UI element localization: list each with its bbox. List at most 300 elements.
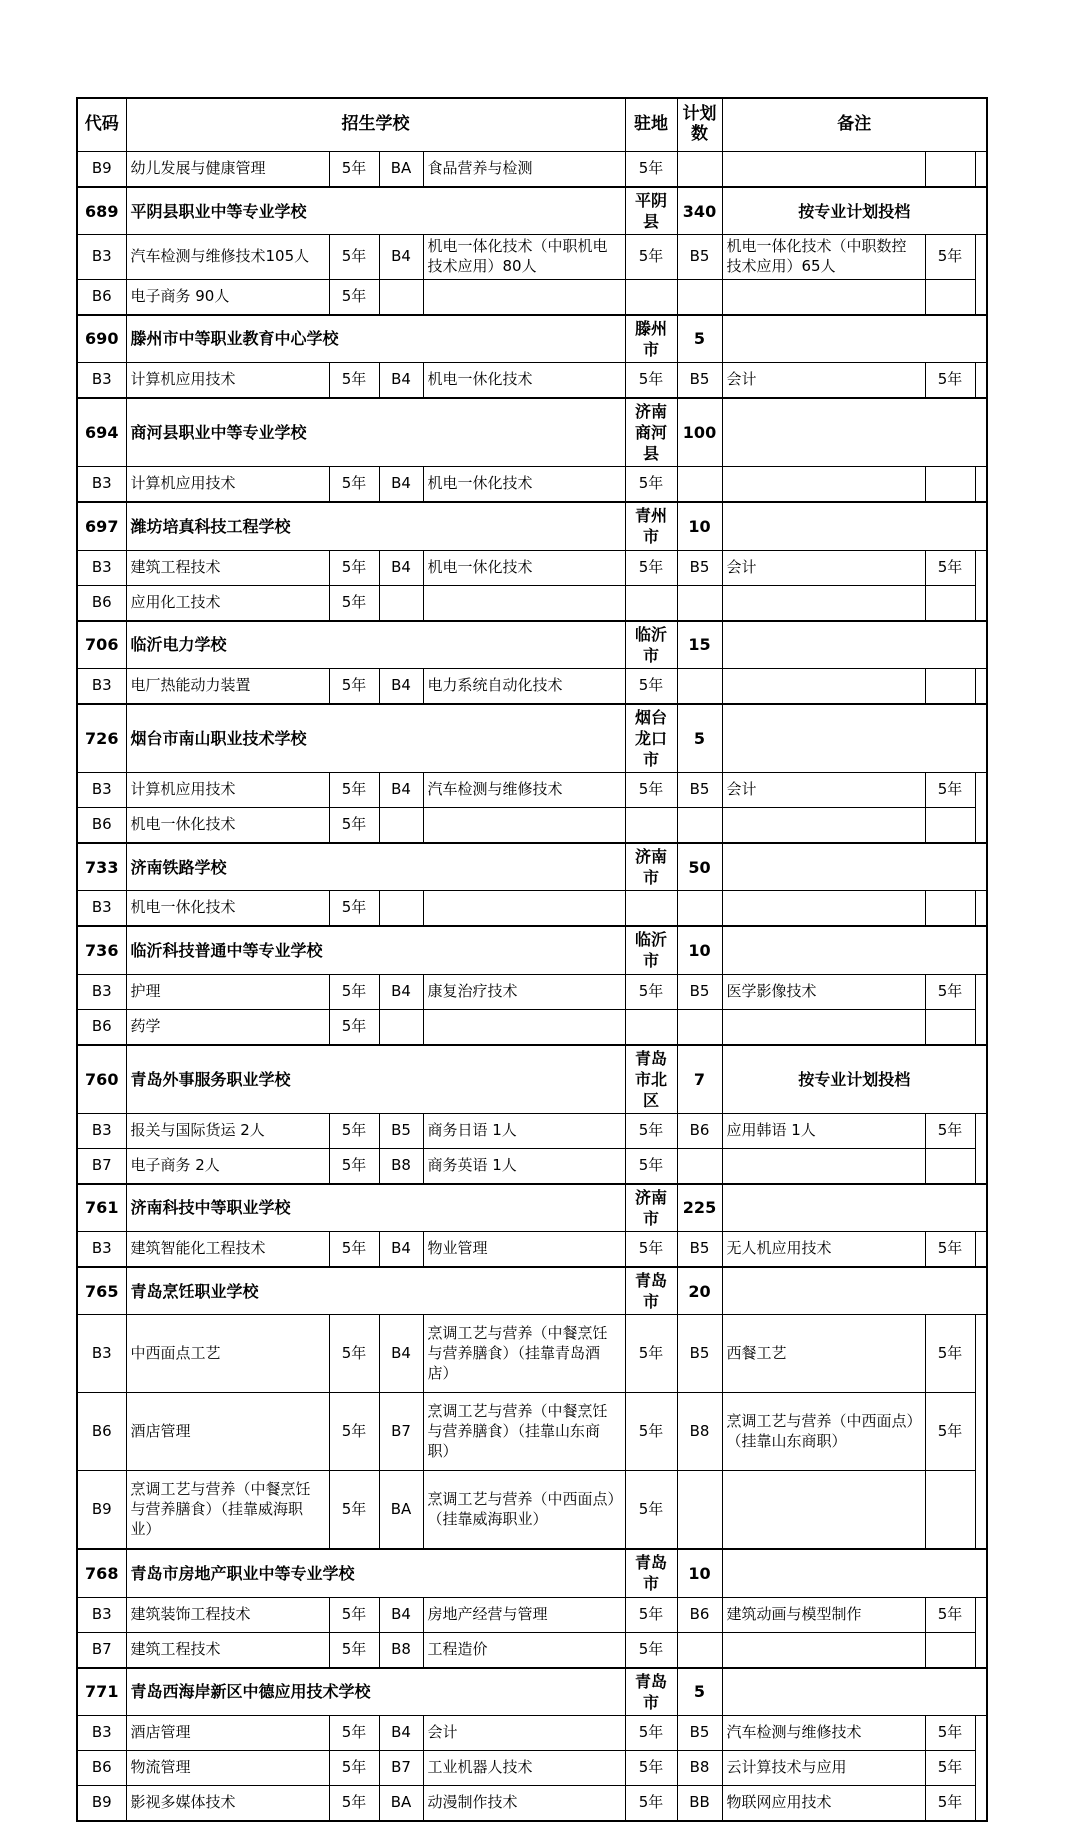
major-code-3 bbox=[677, 808, 722, 844]
major-name-1: 建筑工程技术 bbox=[126, 1632, 329, 1668]
school-location: 临沂市 bbox=[625, 926, 677, 974]
major-years-3: 5年 bbox=[925, 974, 975, 1009]
major-row bbox=[77, 1148, 987, 1184]
major-row bbox=[77, 363, 987, 399]
major-row bbox=[77, 152, 987, 188]
major-name-2: 电力系统自动化技术 bbox=[423, 668, 625, 704]
major-name-1: 建筑装饰工程技术 bbox=[126, 1597, 329, 1632]
major-years-2: 5年 bbox=[625, 1597, 677, 1632]
major-years-2: 5年 bbox=[625, 773, 677, 808]
major-name-2: 工程造价 bbox=[423, 1632, 625, 1668]
major-code-3: B5 bbox=[677, 974, 722, 1009]
major-name-2: 康复治疗技术 bbox=[423, 974, 625, 1009]
major-name-1: 机电一休化技术 bbox=[126, 891, 329, 927]
admission-plan-sheet bbox=[76, 97, 988, 1822]
school-plan-count: 5 bbox=[677, 704, 722, 773]
major-years-2: 5年 bbox=[625, 1315, 677, 1393]
major-code-3: B5 bbox=[677, 773, 722, 808]
major-years-1: 5年 bbox=[329, 773, 379, 808]
major-name-3: 物联网应用技术 bbox=[722, 1785, 925, 1821]
major-name-1: 电子商务 2人 bbox=[126, 1148, 329, 1184]
major-years-3: 5年 bbox=[925, 1597, 975, 1632]
major-name-3 bbox=[722, 1471, 925, 1550]
major-code-2: B4 bbox=[379, 1597, 423, 1632]
school-row bbox=[77, 1267, 987, 1315]
major-code-2: B8 bbox=[379, 1148, 423, 1184]
school-location: 平阴县 bbox=[625, 187, 677, 235]
major-group-code: B6 bbox=[77, 1009, 126, 1045]
major-row bbox=[77, 773, 987, 808]
major-code-3 bbox=[677, 279, 722, 315]
major-years-2 bbox=[625, 808, 677, 844]
school-code: 694 bbox=[77, 398, 126, 467]
major-row bbox=[77, 1597, 987, 1632]
school-plan-count: 15 bbox=[677, 621, 722, 669]
major-name-1: 影视多媒体技术 bbox=[126, 1785, 329, 1821]
major-name-1: 汽车检测与维修技术105人 bbox=[126, 235, 329, 280]
major-name-2 bbox=[423, 585, 625, 621]
major-code-3: B5 bbox=[677, 363, 722, 399]
school-remark bbox=[722, 621, 987, 669]
school-plan-count: 50 bbox=[677, 843, 722, 891]
major-years-1: 5年 bbox=[329, 363, 379, 399]
school-location: 济南市 bbox=[625, 843, 677, 891]
header-code: 代码 bbox=[77, 98, 126, 152]
major-name-1: 电子商务 90人 bbox=[126, 279, 329, 315]
major-years-2: 5年 bbox=[625, 1393, 677, 1471]
major-years-2 bbox=[625, 279, 677, 315]
school-location: 济南市 bbox=[625, 1184, 677, 1232]
major-years-2: 5年 bbox=[625, 363, 677, 399]
school-code: 706 bbox=[77, 621, 126, 669]
major-years-1: 5年 bbox=[329, 974, 379, 1009]
major-years-2 bbox=[625, 891, 677, 927]
major-code-2: B5 bbox=[379, 1113, 423, 1148]
major-name-2: 烹调工艺与营养（中餐烹饪与营养膳食）（挂靠山东商职） bbox=[423, 1393, 625, 1471]
school-name: 滕州市中等职业教育中心学校 bbox=[126, 315, 625, 363]
major-group-code: B9 bbox=[77, 152, 126, 188]
major-group-code: B3 bbox=[77, 467, 126, 503]
major-group-code: B7 bbox=[77, 1148, 126, 1184]
major-group-code: B6 bbox=[77, 279, 126, 315]
major-name-1: 报关与国际货运 2人 bbox=[126, 1113, 329, 1148]
major-name-3: 西餐工艺 bbox=[722, 1315, 925, 1393]
major-years-1: 5年 bbox=[329, 668, 379, 704]
major-code-2: B4 bbox=[379, 1315, 423, 1393]
major-code-3 bbox=[677, 891, 722, 927]
major-name-1: 酒店管理 bbox=[126, 1393, 329, 1471]
school-name: 烟台市南山职业技术学校 bbox=[126, 704, 625, 773]
major-name-3: 云计算技术与应用 bbox=[722, 1750, 925, 1785]
major-years-2: 5年 bbox=[625, 1148, 677, 1184]
major-code-2 bbox=[379, 585, 423, 621]
major-group-code: B6 bbox=[77, 1393, 126, 1471]
major-code-3: B5 bbox=[677, 1315, 722, 1393]
school-name: 济南铁路学校 bbox=[126, 843, 625, 891]
major-name-3: 无人机应用技术 bbox=[722, 1232, 925, 1268]
major-name-1: 机电一休化技术 bbox=[126, 808, 329, 844]
major-code-3: B5 bbox=[677, 550, 722, 585]
major-years-1: 5年 bbox=[329, 235, 379, 280]
school-remark bbox=[722, 398, 987, 467]
school-location: 青岛市北区 bbox=[625, 1045, 677, 1114]
school-location: 临沂市 bbox=[625, 621, 677, 669]
major-years-1: 5年 bbox=[329, 1315, 379, 1393]
school-location: 烟台龙口市 bbox=[625, 704, 677, 773]
header-location: 驻地 bbox=[625, 98, 677, 152]
school-remark bbox=[722, 1549, 987, 1597]
major-code-3 bbox=[677, 152, 722, 188]
major-code-2 bbox=[379, 808, 423, 844]
major-name-3: 会计 bbox=[722, 363, 925, 399]
major-name-1: 计算机应用技术 bbox=[126, 773, 329, 808]
major-years-1: 5年 bbox=[329, 1597, 379, 1632]
school-code: 697 bbox=[77, 502, 126, 550]
major-years-3 bbox=[925, 152, 975, 188]
major-years-2: 5年 bbox=[625, 1113, 677, 1148]
school-name: 平阴县职业中等专业学校 bbox=[126, 187, 625, 235]
major-code-3 bbox=[677, 1148, 722, 1184]
major-name-1: 计算机应用技术 bbox=[126, 467, 329, 503]
school-name: 青岛外事服务职业学校 bbox=[126, 1045, 625, 1114]
major-years-3 bbox=[925, 279, 975, 315]
school-plan-count: 20 bbox=[677, 1267, 722, 1315]
major-name-1: 建筑工程技术 bbox=[126, 550, 329, 585]
school-plan-count: 10 bbox=[677, 1549, 722, 1597]
school-code: 733 bbox=[77, 843, 126, 891]
major-group-code: B9 bbox=[77, 1785, 126, 1821]
major-years-3 bbox=[925, 891, 975, 927]
major-code-2: B4 bbox=[379, 363, 423, 399]
major-years-1: 5年 bbox=[329, 1471, 379, 1550]
school-code: 771 bbox=[77, 1668, 126, 1716]
school-remark bbox=[722, 502, 987, 550]
major-name-1: 药学 bbox=[126, 1009, 329, 1045]
major-row bbox=[77, 279, 987, 315]
major-years-1: 5年 bbox=[329, 1393, 379, 1471]
major-name-2: 物业管理 bbox=[423, 1232, 625, 1268]
header-plan-count: 计划数 bbox=[677, 98, 722, 152]
school-name: 青岛西海岸新区中德应用技术学校 bbox=[126, 1668, 625, 1716]
major-years-3 bbox=[925, 467, 975, 503]
major-name-2: 食品营养与检测 bbox=[423, 152, 625, 188]
major-years-2: 5年 bbox=[625, 1632, 677, 1668]
major-name-2: 烹调工艺与营养（中西面点）（挂靠威海职业） bbox=[423, 1471, 625, 1550]
school-plan-count: 5 bbox=[677, 1668, 722, 1716]
header-remark: 备注 bbox=[722, 98, 987, 152]
major-name-3 bbox=[722, 1632, 925, 1668]
major-years-1: 5年 bbox=[329, 467, 379, 503]
school-location: 济南商河县 bbox=[625, 398, 677, 467]
major-years-2: 5年 bbox=[625, 1471, 677, 1550]
major-code-2 bbox=[379, 279, 423, 315]
major-years-1: 5年 bbox=[329, 279, 379, 315]
table-header-row bbox=[77, 98, 987, 152]
major-years-2: 5年 bbox=[625, 974, 677, 1009]
major-years-3 bbox=[925, 668, 975, 704]
school-code: 689 bbox=[77, 187, 126, 235]
major-name-1: 电厂热能动力装置 bbox=[126, 668, 329, 704]
major-name-2 bbox=[423, 808, 625, 844]
major-name-3: 机电一体化技术（中职数控技术应用）65人 bbox=[722, 235, 925, 280]
major-name-3 bbox=[722, 585, 925, 621]
major-years-3 bbox=[925, 585, 975, 621]
major-row bbox=[77, 1471, 987, 1550]
major-years-2 bbox=[625, 1009, 677, 1045]
major-group-code: B3 bbox=[77, 1715, 126, 1750]
school-plan-count: 7 bbox=[677, 1045, 722, 1114]
school-row bbox=[77, 1184, 987, 1232]
major-name-3: 会计 bbox=[722, 773, 925, 808]
major-group-code: B3 bbox=[77, 974, 126, 1009]
major-name-3 bbox=[722, 1148, 925, 1184]
major-years-3 bbox=[925, 1632, 975, 1668]
major-row bbox=[77, 585, 987, 621]
major-group-code: B3 bbox=[77, 1232, 126, 1268]
major-code-3: B5 bbox=[677, 235, 722, 280]
major-row bbox=[77, 1715, 987, 1750]
major-code-2: BA bbox=[379, 152, 423, 188]
major-name-2: 汽车检测与维修技术 bbox=[423, 773, 625, 808]
major-row bbox=[77, 1785, 987, 1821]
major-name-3: 建筑动画与模型制作 bbox=[722, 1597, 925, 1632]
major-name-1: 酒店管理 bbox=[126, 1715, 329, 1750]
major-years-1: 5年 bbox=[329, 1715, 379, 1750]
major-years-3: 5年 bbox=[925, 1232, 975, 1268]
school-row bbox=[77, 502, 987, 550]
school-remark bbox=[722, 315, 987, 363]
major-name-3: 应用韩语 1人 bbox=[722, 1113, 925, 1148]
school-code: 760 bbox=[77, 1045, 126, 1114]
major-row bbox=[77, 974, 987, 1009]
major-years-2: 5年 bbox=[625, 550, 677, 585]
major-name-3: 汽车检测与维修技术 bbox=[722, 1715, 925, 1750]
major-name-3: 会计 bbox=[722, 550, 925, 585]
major-years-1: 5年 bbox=[329, 808, 379, 844]
major-code-3: B5 bbox=[677, 1715, 722, 1750]
major-years-1: 5年 bbox=[329, 1632, 379, 1668]
major-years-3: 5年 bbox=[925, 1315, 975, 1393]
major-row bbox=[77, 467, 987, 503]
school-code: 765 bbox=[77, 1267, 126, 1315]
school-plan-count: 10 bbox=[677, 502, 722, 550]
school-remark bbox=[722, 1668, 987, 1716]
major-name-3: 医学影像技术 bbox=[722, 974, 925, 1009]
school-remark: 按专业计划投档 bbox=[722, 187, 987, 235]
school-remark bbox=[722, 1184, 987, 1232]
school-row bbox=[77, 926, 987, 974]
major-name-1: 中西面点工艺 bbox=[126, 1315, 329, 1393]
school-location: 青州市 bbox=[625, 502, 677, 550]
major-years-1: 5年 bbox=[329, 1009, 379, 1045]
major-years-1: 5年 bbox=[329, 1113, 379, 1148]
school-code: 761 bbox=[77, 1184, 126, 1232]
major-name-2: 机电一休化技术 bbox=[423, 467, 625, 503]
major-group-code: B9 bbox=[77, 1471, 126, 1550]
major-years-1: 5年 bbox=[329, 1232, 379, 1268]
school-location: 青岛市 bbox=[625, 1549, 677, 1597]
school-plan-count: 340 bbox=[677, 187, 722, 235]
admission-plan-table bbox=[76, 97, 988, 1822]
school-code: 736 bbox=[77, 926, 126, 974]
major-years-3 bbox=[925, 1009, 975, 1045]
major-years-3 bbox=[925, 1471, 975, 1550]
major-row bbox=[77, 550, 987, 585]
table-body bbox=[77, 98, 987, 1821]
major-name-1: 物流管理 bbox=[126, 1750, 329, 1785]
school-row bbox=[77, 1549, 987, 1597]
major-years-3: 5年 bbox=[925, 1715, 975, 1750]
major-years-1: 5年 bbox=[329, 152, 379, 188]
major-code-3: B6 bbox=[677, 1113, 722, 1148]
major-name-2: 机电一休化技术 bbox=[423, 550, 625, 585]
major-row bbox=[77, 1393, 987, 1471]
school-location: 青岛市 bbox=[625, 1267, 677, 1315]
major-group-code: B3 bbox=[77, 363, 126, 399]
major-code-2: B4 bbox=[379, 1715, 423, 1750]
major-name-3 bbox=[722, 467, 925, 503]
major-name-2 bbox=[423, 891, 625, 927]
major-group-code: B3 bbox=[77, 550, 126, 585]
major-years-3: 5年 bbox=[925, 773, 975, 808]
school-name: 商河县职业中等专业学校 bbox=[126, 398, 625, 467]
school-name: 济南科技中等职业学校 bbox=[126, 1184, 625, 1232]
major-years-1: 5年 bbox=[329, 1750, 379, 1785]
major-code-2: B4 bbox=[379, 467, 423, 503]
major-code-2 bbox=[379, 891, 423, 927]
school-name: 青岛市房地产职业中等专业学校 bbox=[126, 1549, 625, 1597]
major-group-code: B3 bbox=[77, 1315, 126, 1393]
school-row bbox=[77, 398, 987, 467]
major-name-1: 护理 bbox=[126, 974, 329, 1009]
major-years-1: 5年 bbox=[329, 585, 379, 621]
major-group-code: B6 bbox=[77, 1750, 126, 1785]
school-plan-count: 5 bbox=[677, 315, 722, 363]
school-name: 青岛烹饪职业学校 bbox=[126, 1267, 625, 1315]
major-years-3: 5年 bbox=[925, 1785, 975, 1821]
major-code-2: BA bbox=[379, 1785, 423, 1821]
major-years-3: 5年 bbox=[925, 1393, 975, 1471]
major-group-code: B3 bbox=[77, 668, 126, 704]
school-code: 726 bbox=[77, 704, 126, 773]
major-years-3: 5年 bbox=[925, 550, 975, 585]
major-code-3: B5 bbox=[677, 1232, 722, 1268]
major-name-2: 会计 bbox=[423, 1715, 625, 1750]
school-location: 青岛市 bbox=[625, 1668, 677, 1716]
major-name-3 bbox=[722, 891, 925, 927]
major-name-1: 烹调工艺与营养（中餐烹饪与营养膳食）（挂靠威海职业） bbox=[126, 1471, 329, 1550]
major-years-1: 5年 bbox=[329, 550, 379, 585]
major-group-code: B6 bbox=[77, 808, 126, 844]
major-group-code: B3 bbox=[77, 235, 126, 280]
major-code-2: B4 bbox=[379, 974, 423, 1009]
major-group-code: B3 bbox=[77, 1113, 126, 1148]
school-plan-count: 225 bbox=[677, 1184, 722, 1232]
major-code-2: BA bbox=[379, 1471, 423, 1550]
major-name-3 bbox=[722, 668, 925, 704]
major-row bbox=[77, 891, 987, 927]
school-row bbox=[77, 843, 987, 891]
school-row bbox=[77, 315, 987, 363]
major-years-2: 5年 bbox=[625, 1715, 677, 1750]
school-code: 690 bbox=[77, 315, 126, 363]
major-years-2: 5年 bbox=[625, 235, 677, 280]
major-row bbox=[77, 1315, 987, 1393]
major-name-1: 计算机应用技术 bbox=[126, 363, 329, 399]
major-row bbox=[77, 1113, 987, 1148]
major-code-3: B8 bbox=[677, 1393, 722, 1471]
major-code-2: B4 bbox=[379, 1232, 423, 1268]
major-name-2: 烹调工艺与营养（中餐烹饪与营养膳食）（挂靠青岛酒店） bbox=[423, 1315, 625, 1393]
major-name-2: 房地产经营与管理 bbox=[423, 1597, 625, 1632]
major-years-3: 5年 bbox=[925, 1750, 975, 1785]
major-code-3 bbox=[677, 1471, 722, 1550]
school-row bbox=[77, 1668, 987, 1716]
school-name: 临沂电力学校 bbox=[126, 621, 625, 669]
major-years-1: 5年 bbox=[329, 1785, 379, 1821]
major-code-3: BB bbox=[677, 1785, 722, 1821]
major-years-2 bbox=[625, 585, 677, 621]
major-years-2: 5年 bbox=[625, 152, 677, 188]
major-code-3: B8 bbox=[677, 1750, 722, 1785]
school-row bbox=[77, 704, 987, 773]
major-row bbox=[77, 235, 987, 280]
major-code-3 bbox=[677, 1632, 722, 1668]
major-group-code: B3 bbox=[77, 1597, 126, 1632]
major-code-2: B4 bbox=[379, 235, 423, 280]
major-name-3 bbox=[722, 808, 925, 844]
major-name-2 bbox=[423, 1009, 625, 1045]
major-group-code: B3 bbox=[77, 773, 126, 808]
major-code-2: B7 bbox=[379, 1393, 423, 1471]
major-row bbox=[77, 1632, 987, 1668]
school-row bbox=[77, 1045, 987, 1114]
major-name-3 bbox=[722, 152, 925, 188]
major-code-2: B7 bbox=[379, 1750, 423, 1785]
major-name-3 bbox=[722, 279, 925, 315]
school-name: 临沂科技普通中等专业学校 bbox=[126, 926, 625, 974]
major-row bbox=[77, 1232, 987, 1268]
school-row bbox=[77, 187, 987, 235]
school-location: 滕州市 bbox=[625, 315, 677, 363]
school-row bbox=[77, 621, 987, 669]
major-name-1: 幼儿发展与健康管理 bbox=[126, 152, 329, 188]
header-school: 招生学校 bbox=[126, 98, 625, 152]
school-remark bbox=[722, 1267, 987, 1315]
major-name-3: 烹调工艺与营养（中西面点）（挂靠山东商职） bbox=[722, 1393, 925, 1471]
major-years-3: 5年 bbox=[925, 363, 975, 399]
major-code-3: B6 bbox=[677, 1597, 722, 1632]
major-code-3 bbox=[677, 467, 722, 503]
school-name: 潍坊培真科技工程学校 bbox=[126, 502, 625, 550]
major-years-1: 5年 bbox=[329, 891, 379, 927]
major-group-code: B6 bbox=[77, 585, 126, 621]
major-name-2 bbox=[423, 279, 625, 315]
major-code-2: B4 bbox=[379, 550, 423, 585]
school-remark bbox=[722, 843, 987, 891]
major-name-2: 机电一休化技术 bbox=[423, 363, 625, 399]
major-code-3 bbox=[677, 668, 722, 704]
major-name-2: 工业机器人技术 bbox=[423, 1750, 625, 1785]
major-years-2: 5年 bbox=[625, 1750, 677, 1785]
major-row bbox=[77, 668, 987, 704]
major-years-2: 5年 bbox=[625, 1785, 677, 1821]
major-code-2: B8 bbox=[379, 1632, 423, 1668]
school-remark bbox=[722, 704, 987, 773]
major-row bbox=[77, 1750, 987, 1785]
major-years-2: 5年 bbox=[625, 467, 677, 503]
major-row bbox=[77, 1009, 987, 1045]
